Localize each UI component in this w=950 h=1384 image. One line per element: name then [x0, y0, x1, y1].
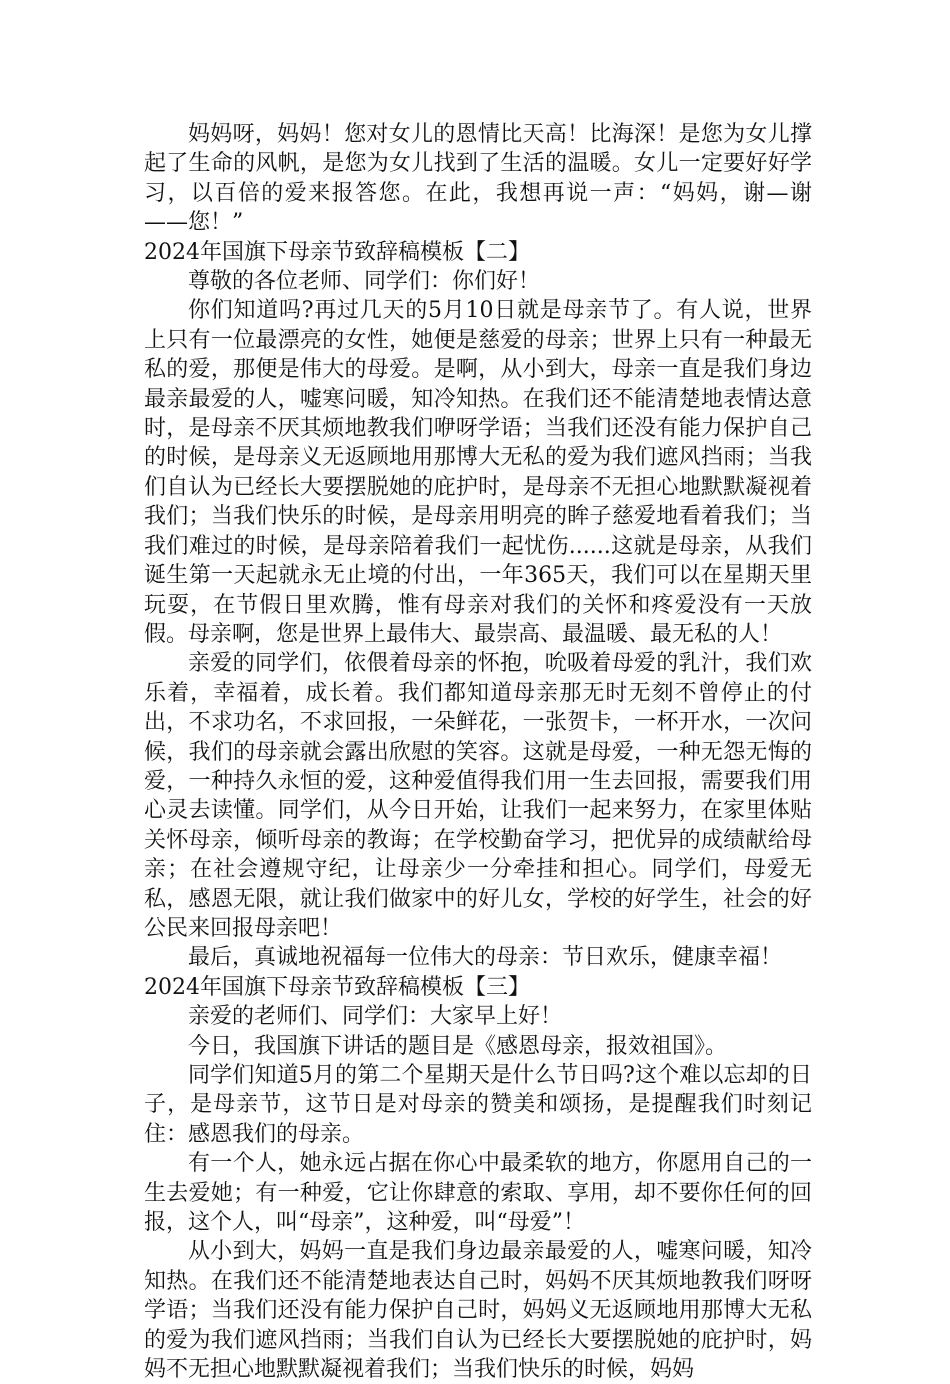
paragraph-3-2: 同学们知道5月的第二个星期天是什么节日吗?这个难以忘却的日子，是母亲节，这节日是对母亲的赞美和颂扬，是提醒我们时刻记住：感恩我们的母亲。 — [144, 1063, 812, 1147]
paragraph-2-2: 亲爱的同学们，依偎着母亲的怀抱，吮吸着母爱的乳汁，我们欢乐着，幸福着，成长着。我们都知道母亲那无时无刻不曾停止的付出，不求功名，不求回报，一朵鲜花，一张贺卡，一杯开水，一次问候，我们的母亲就会露出欣慰的笑容。这就是母爱，一种无怨无悔的爱，一种持久永恒的爱，这种爱值得我们用一生去回报，需要我们用心灵去读懂。同学们，从今日开始，让我们一起来努力，在家里体贴关怀母亲，倾听母亲的教诲；在学校勤奋学习，把优异的成绩献给母亲；在社会遵规守纪，让母亲少一分牵挂和担心。同学们，母爱无私，感恩无限，就让我们做家中的好儿女，学校的好学生，社会的好公民来回报母亲吧！ — [144, 651, 812, 941]
paragraph-3-1: 今日，我国旗下讲话的题目是《感恩母亲，报效祖国》。 — [188, 1033, 728, 1059]
paragraph-2-1: 你们知道吗?再过几天的5月10日就是母亲节了。有人说，世界上只有一位最漂亮的女性，她便是慈爱的母亲；世界上只有一种最无私的爱，那便是伟大的母爱。是啊，从小到大，母亲一直是我们身边最亲最爱的人，嘘寒问暖，知冷知热。在我们还不能清楚地表情达意时，是母亲不厌其烦地教我们咿呀学语；当我们还没有能力保护自己的时候，是母亲义无返顾地用那博大无私的爱为我们遮风挡雨；当我们自认为已经长大要摆脱她的庇护时，是母亲不无担心地默默凝视着我们；当我们快乐的时候，是母亲用明亮的眸子慈爱地看着我们；当我们难过的时候，是母亲陪着我们一起忧伤......这就是母亲，从我们诞生第一天起就永无止境的付出，一年365天，我们可以在星期天里玩耍，在节假日里欢腾，惟有母亲对我们的关怀和疼爱没有一天放假。母亲啊，您是世界上最伟大、最崇高、最温暖、最无私的人！ — [144, 298, 812, 647]
greeting-2: 尊敬的各位老师、同学们：你们好！ — [188, 269, 541, 295]
greeting-3: 亲爱的老师们、同学们：大家早上好！ — [188, 1004, 563, 1030]
section-heading-2: 2024年国旗下母亲节致辞稿模板【二】 — [144, 239, 530, 265]
paragraph-3-4: 从小到大，妈妈一直是我们身边最亲最爱的人，嘘寒问暖，知冷知热。在我们还不能清楚地表达自己时，妈妈不厌其烦地教我们呀呀学语；当我们还没有能力保护自己时，妈妈义无返顾地用那博大无私的爱为我们遮风挡雨；当我们自认为已经长大要摆脱她的庇护时，妈妈不无担心地默默凝视着我们；当我们快乐的时候，妈妈 — [144, 1239, 812, 1383]
document-page — [144, 120, 812, 1384]
paragraph-3-3: 有一个人，她永远占据在你心中最柔软的地方，你愿用自己的一生去爱她；有一种爱，它让你肆意的索取、享用，却不要你任何的回报，这个人，叫“母亲”，这种爱，叫“母爱”！ — [144, 1151, 812, 1236]
paragraph-2-closing: 最后，真诚地祝福每一位伟大的母亲：节日欢乐，健康幸福！ — [188, 945, 783, 971]
paragraph-closing-mom: 妈妈呀，妈妈！您对女儿的恩情比天高！比海深！是您为女儿撑起了生命的风帆，是您为女儿找到了生活的温暖。女儿一定要好好学习，以百倍的爱来报答您。在此，我想再说一声：“妈妈，谢—谢——您！” — [144, 122, 812, 236]
section-heading-3: 2024年国旗下母亲节致辞稿模板【三】 — [144, 974, 530, 1000]
